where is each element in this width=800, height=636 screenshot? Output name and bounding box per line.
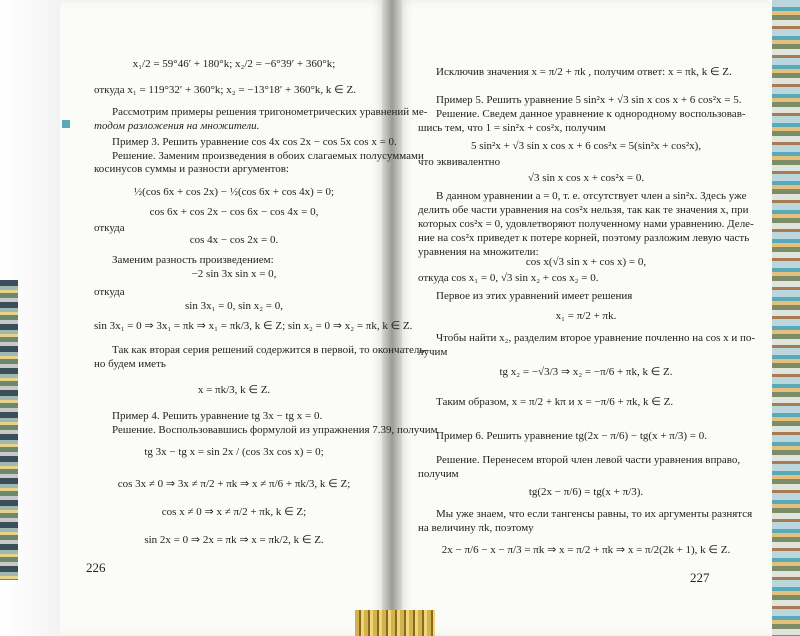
text-line: tg x₂ = −√3/3 ⇒ x₂ = −π/6 + πk, k ∈ Z. <box>499 366 673 378</box>
page-edges-left <box>0 280 18 580</box>
text-line: откуда <box>94 286 125 298</box>
text-line: tg 3x − tg x = sin 2x / (cos 3x cos x) = 0; <box>144 446 324 458</box>
text-line: Так как вторая серия решений содержится в первой, то окончатель- <box>112 344 429 356</box>
text-line: на величину πk, поэтому <box>418 522 534 534</box>
text-line: Решение. Воспользовавшись формулой из упражнения 7.39, получим <box>112 424 438 436</box>
book-spine <box>382 0 402 636</box>
text-line: sin 2x = 0 ⇒ 2x = πk ⇒ x = πk/2, k ∈ Z. <box>144 534 324 546</box>
text-line: Пример 6. Решить уравнение tg(2x − π/6) − tg(x + π/3) = 0. <box>436 430 708 442</box>
text-line: x = πk/3, k ∈ Z. <box>197 384 271 396</box>
text-line: Мы уже знаем, что если тангенсы равны, то их аргументы разнятся <box>436 508 753 520</box>
bookmark-ribbon <box>355 610 435 636</box>
text-line: откуда cos x₁ = 0, √3 sin x₂ + cos x₂ = 0. <box>418 272 599 284</box>
text-line: Пример 5. Решить уравнение 5 sin²x + √3 sin x cos x + 6 cos²x = 5. <box>436 94 742 106</box>
page-edges-right <box>772 0 800 636</box>
text-line: Решение. Перенесем второй член левой части уравнения вправо, <box>436 454 741 466</box>
text-line: cos x ≠ 0 ⇒ x ≠ π/2 + πk, k ∈ Z; <box>161 506 307 518</box>
text-line: откуда x₁ = 119°32′ + 360°k; x₂ = −13°18′ + 360°k, k ∈ Z. <box>94 84 356 96</box>
text-line: Исключив значения x = π/2 + πk , получим ответ: x = πk, k ∈ Z. <box>436 66 732 78</box>
text-line: Заменим разность произведением: <box>112 254 274 266</box>
text-line: −2 sin 3x sin x = 0, <box>191 268 277 280</box>
text-line: делить обе части уравнения на cos²x нельзя, так как те значения x, при <box>418 204 749 216</box>
text-line: но будем иметь <box>94 358 166 370</box>
text-line: Первое из этих уравнений имеет решения <box>436 290 633 302</box>
text-line: tg(2x − π/6) = tg(x + π/3). <box>528 486 644 498</box>
text-line: которых cos²x = 0, удовлетворяют полученному нами уравнению. Деле- <box>418 218 754 230</box>
text-line: 2x − π/6 − x − π/3 = πk ⇒ x = π/2 + πk ⇒ x = π/2(2k + 1), k ∈ Z. <box>441 544 731 556</box>
text-line: cos 6x + cos 2x − cos 6x − cos 4x = 0, <box>149 206 319 218</box>
text-line: ние на cos²x приведет к потере корней, поэтому разложим левую часть <box>418 232 750 244</box>
text-line: cos 4x − cos 2x = 0. <box>189 234 279 246</box>
text-line: cos 3x ≠ 0 ⇒ 3x ≠ π/2 + πk ⇒ x ≠ π/6 + πk/3, k ∈ Z; <box>117 478 351 490</box>
text-line: Чтобы найти x₂, разделим второе уравнение почленно на cos x и по- <box>436 332 756 344</box>
text-line: тодом разложения на множители. <box>94 120 260 132</box>
text-line: sin 3x₁ = 0 ⇒ 3x₁ = πk ⇒ x₁ = πk/3, k ∈ Z; sin x₂ = 0 ⇒ x₂ = πk, k ∈ Z. <box>94 320 413 332</box>
text-line: 5 sin²x + √3 sin x cos x + 6 cos²x = 5(sin²x + cos²x), <box>470 140 702 152</box>
text-line: Рассмотрим примеры решения тригонометрических уравнений ме- <box>112 106 428 118</box>
right-page-number: 227 <box>690 570 710 585</box>
text-line: Решение. Сведем данное уравнение к однородному воспользовав- <box>436 108 746 120</box>
text-line: Пример 3. Решить уравнение cos 4x cos 2x − cos 5x cos x = 0. <box>112 136 397 148</box>
text-line: что эквивалентно <box>418 156 501 168</box>
text-line: шись тем, что 1 = sin²x + cos²x, получим <box>418 122 606 134</box>
text-line: Пример 4. Решить уравнение tg 3x − tg x = 0. <box>112 410 323 422</box>
text-line: уравнения на множители: <box>418 246 539 258</box>
text-line: Решение. Заменим произведения в обоих слагаемых полусуммами <box>112 150 424 162</box>
text-line: sin 3x₁ = 0, sin x₂ = 0, <box>184 300 283 312</box>
text-line: лучим <box>418 346 448 358</box>
text-line: x₁ = π/2 + πk. <box>555 310 617 322</box>
bookmark-tab <box>62 120 70 128</box>
text-line: ½(cos 6x + cos 2x) − ½(cos 6x + cos 4x) = 0; <box>133 186 335 198</box>
text-line: получим <box>418 468 459 480</box>
text-line: x₁/2 = 59°46′ + 180°k; x₂/2 = −6°39′ + 360°k; <box>132 58 336 70</box>
text-line: откуда <box>94 222 125 234</box>
text-line: косинусов суммы и разности аргументов: <box>94 163 289 175</box>
left-page-number: 226 <box>86 560 106 575</box>
text-line: √3 sin x cos x + cos²x = 0. <box>527 172 645 184</box>
text-line: cos x(√3 sin x + cos x) = 0, <box>525 256 647 268</box>
text-line: В данном уравнении a = 0, т. е. отсутствует член a sin²x. Здесь уже <box>436 190 747 202</box>
text-line: Таким образом, x = π/2 + kπ и x = −π/6 + πk, k ∈ Z. <box>436 396 674 408</box>
